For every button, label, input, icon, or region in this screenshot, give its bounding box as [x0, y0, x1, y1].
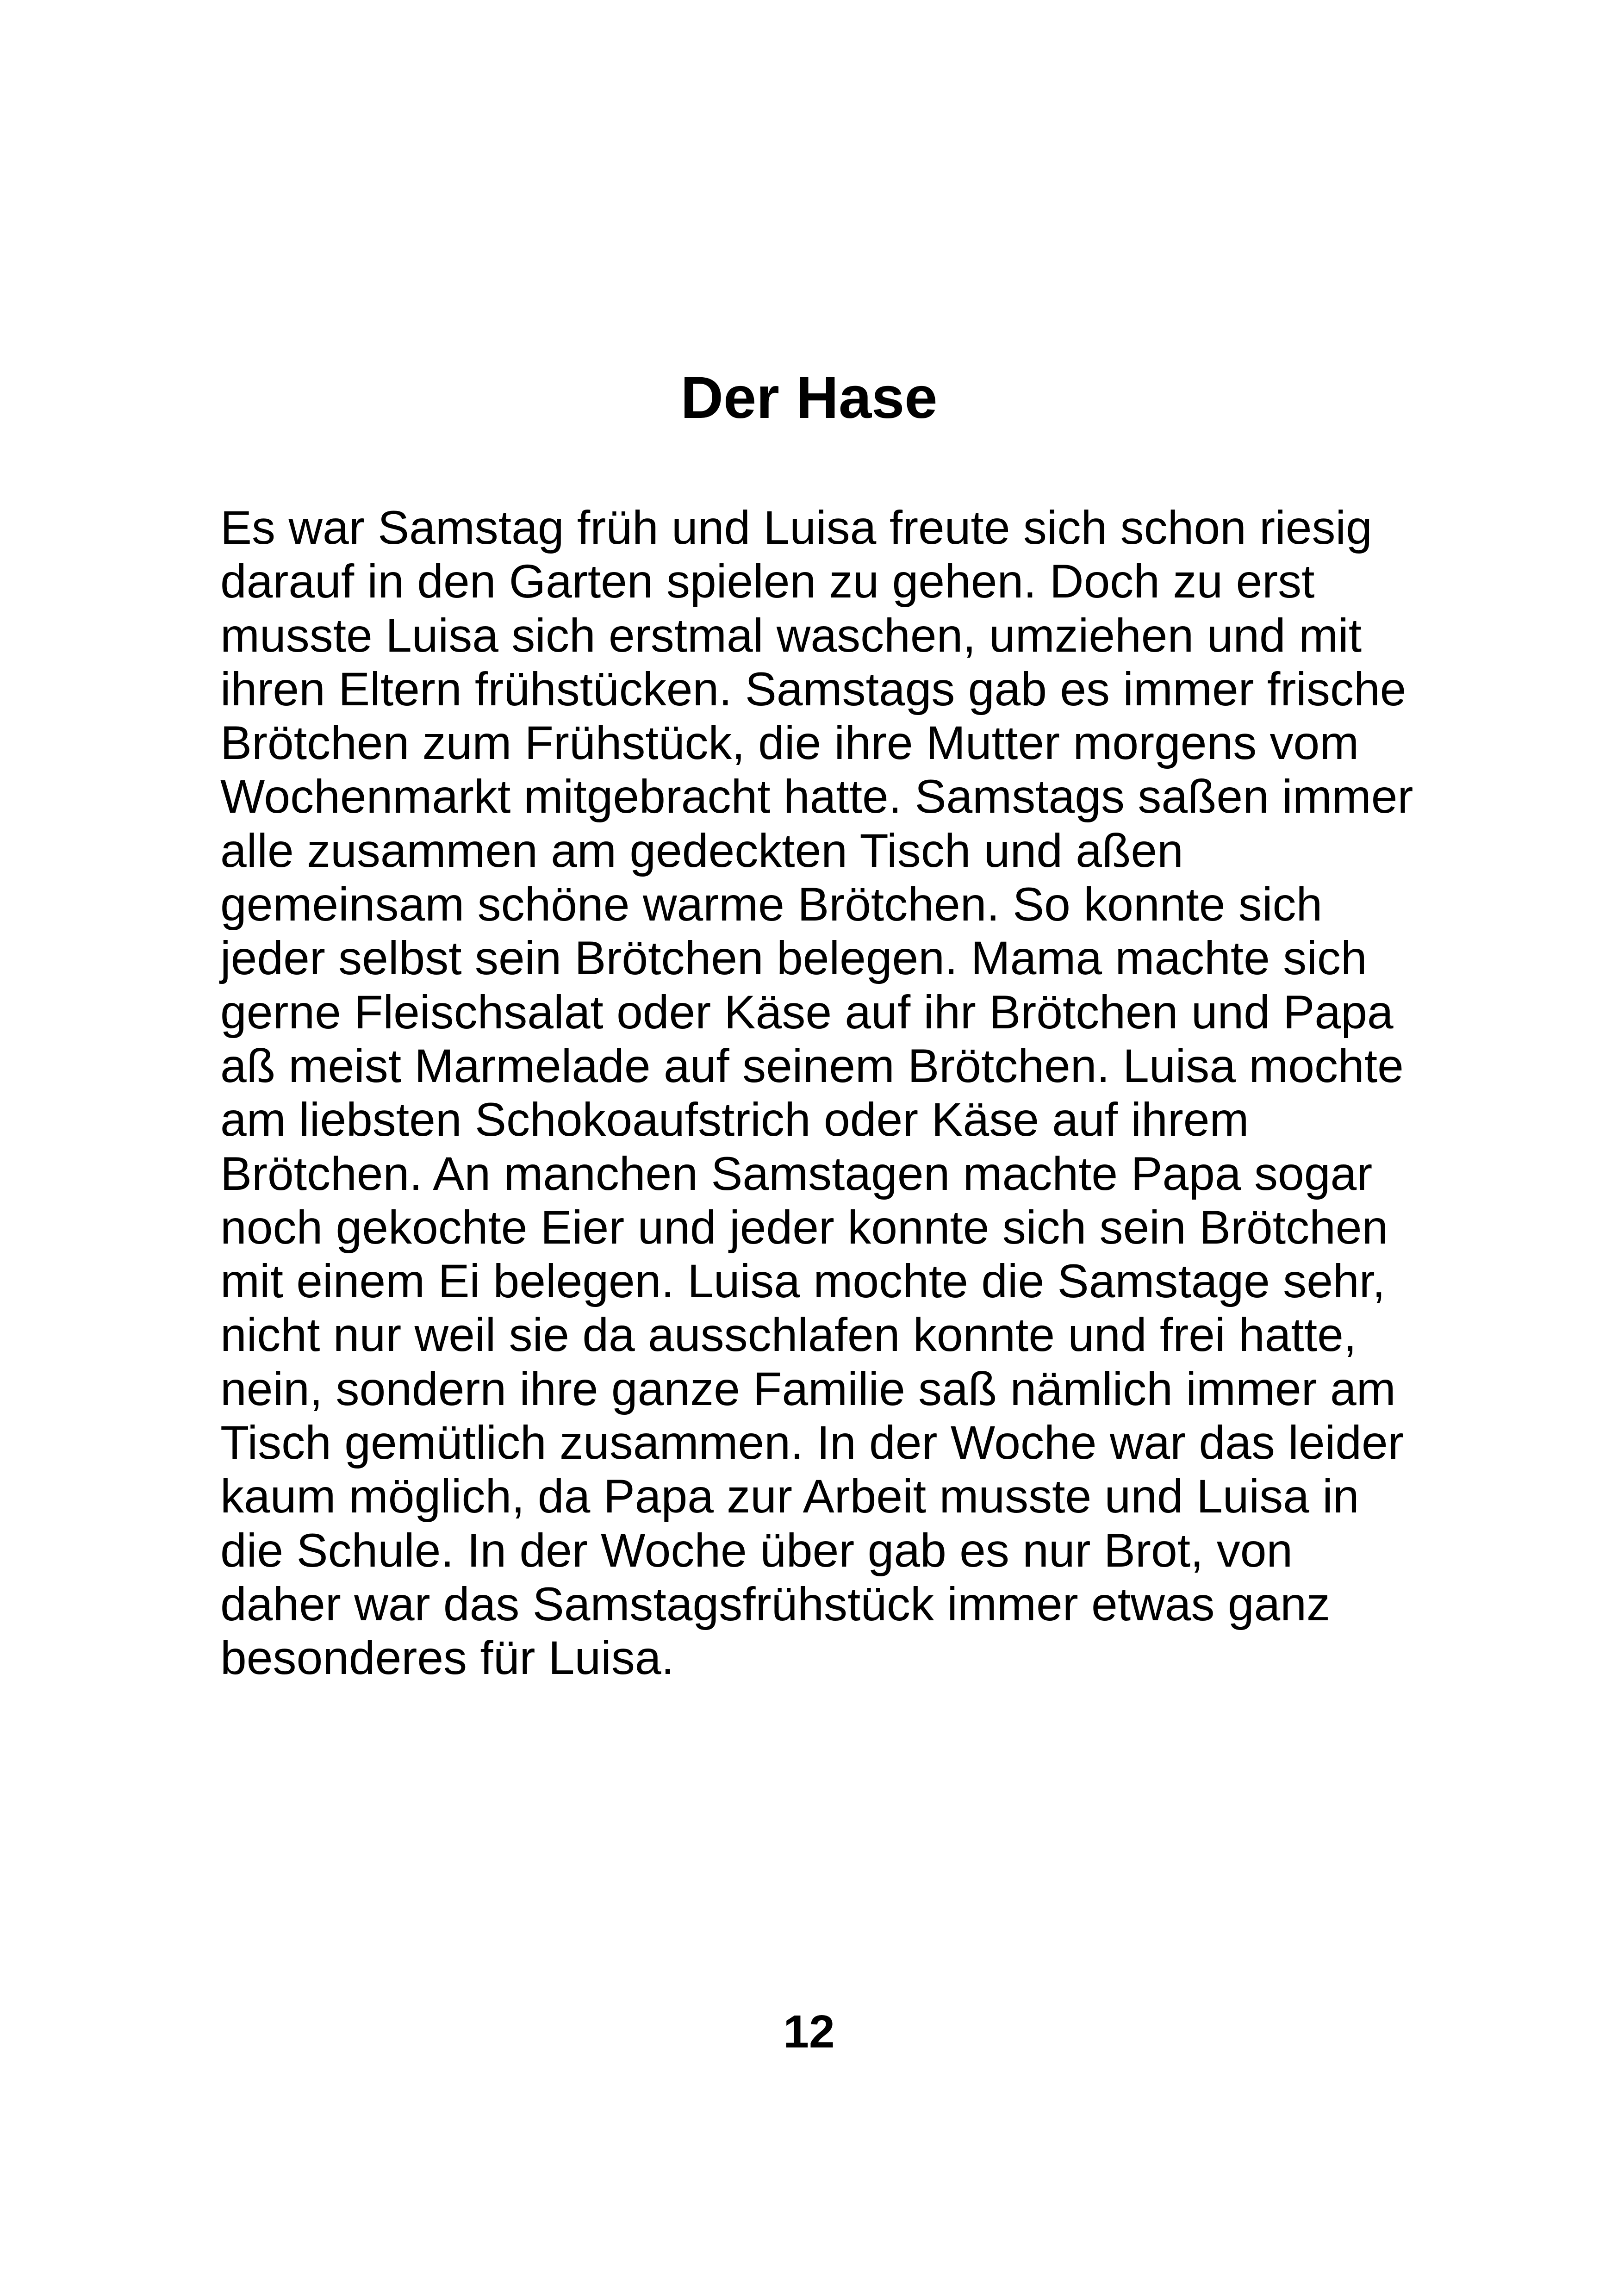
paragraph-line: alle zusammen am gedeckten Tisch und aßen — [220, 824, 1183, 877]
paragraph-line: darauf in den Garten spielen zu gehen. Doch zu erst — [220, 555, 1315, 608]
paragraph-line: kaum möglich, da Papa zur Arbeit musste und Luisa in — [220, 1470, 1359, 1523]
paragraph-line: Brötchen. An manchen Samstagen machte Papa sogar — [220, 1147, 1373, 1200]
paragraph-line: mit einem Ei belegen. Luisa mochte die Samstage sehr, — [220, 1255, 1386, 1308]
paragraph-line: die Schule. In der Woche über gab es nur Brot, von — [220, 1524, 1293, 1577]
paragraph-line: besonderes für Luisa. — [220, 1631, 674, 1685]
story-paragraph — [220, 501, 1433, 1685]
paragraph-line: Es war Samstag früh und Luisa freute sich schon riesig — [220, 501, 1372, 554]
paragraph-line: nein, sondern ihre ganze Familie saß nämlich immer am — [220, 1362, 1396, 1415]
paragraph-line: Tisch gemütlich zusammen. In der Woche war das leider — [220, 1416, 1404, 1469]
page-number: 12 — [783, 2006, 835, 2058]
paragraph-line: gerne Fleischsalat oder Käse auf ihr Brötchen und Papa — [220, 985, 1394, 1039]
paragraph-line: Brötchen zum Frühstück, die ihre Mutter morgens vom — [220, 716, 1359, 770]
paragraph-line: aß meist Marmelade auf seinem Brötchen. Luisa mochte — [220, 1039, 1404, 1092]
paragraph-line: jeder selbst sein Brötchen belegen. Mama machte sich — [220, 932, 1367, 985]
paragraph-line: musste Luisa sich erstmal waschen, umziehen und mit — [220, 609, 1362, 662]
paragraph-line: ihren Eltern frühstücken. Samstags gab es immer frische — [220, 662, 1406, 716]
paragraph-line: am liebsten Schokoaufstrich oder Käse auf ihrem — [220, 1093, 1249, 1146]
paragraph-line: nicht nur weil sie da ausschlafen konnte und frei hatte, — [220, 1308, 1357, 1362]
paragraph-line: Wochenmarkt mitgebracht hatte. Samstags saßen immer — [220, 770, 1413, 823]
paragraph-line: noch gekochte Eier und jeder konnte sich sein Brötchen — [220, 1201, 1388, 1254]
paragraph-line: daher war das Samstagsfrühstück immer etwas ganz — [220, 1577, 1330, 1630]
page-title: Der Hase — [680, 365, 938, 431]
paragraph-line: gemeinsam schöne warme Brötchen. So konnte sich — [220, 878, 1323, 931]
